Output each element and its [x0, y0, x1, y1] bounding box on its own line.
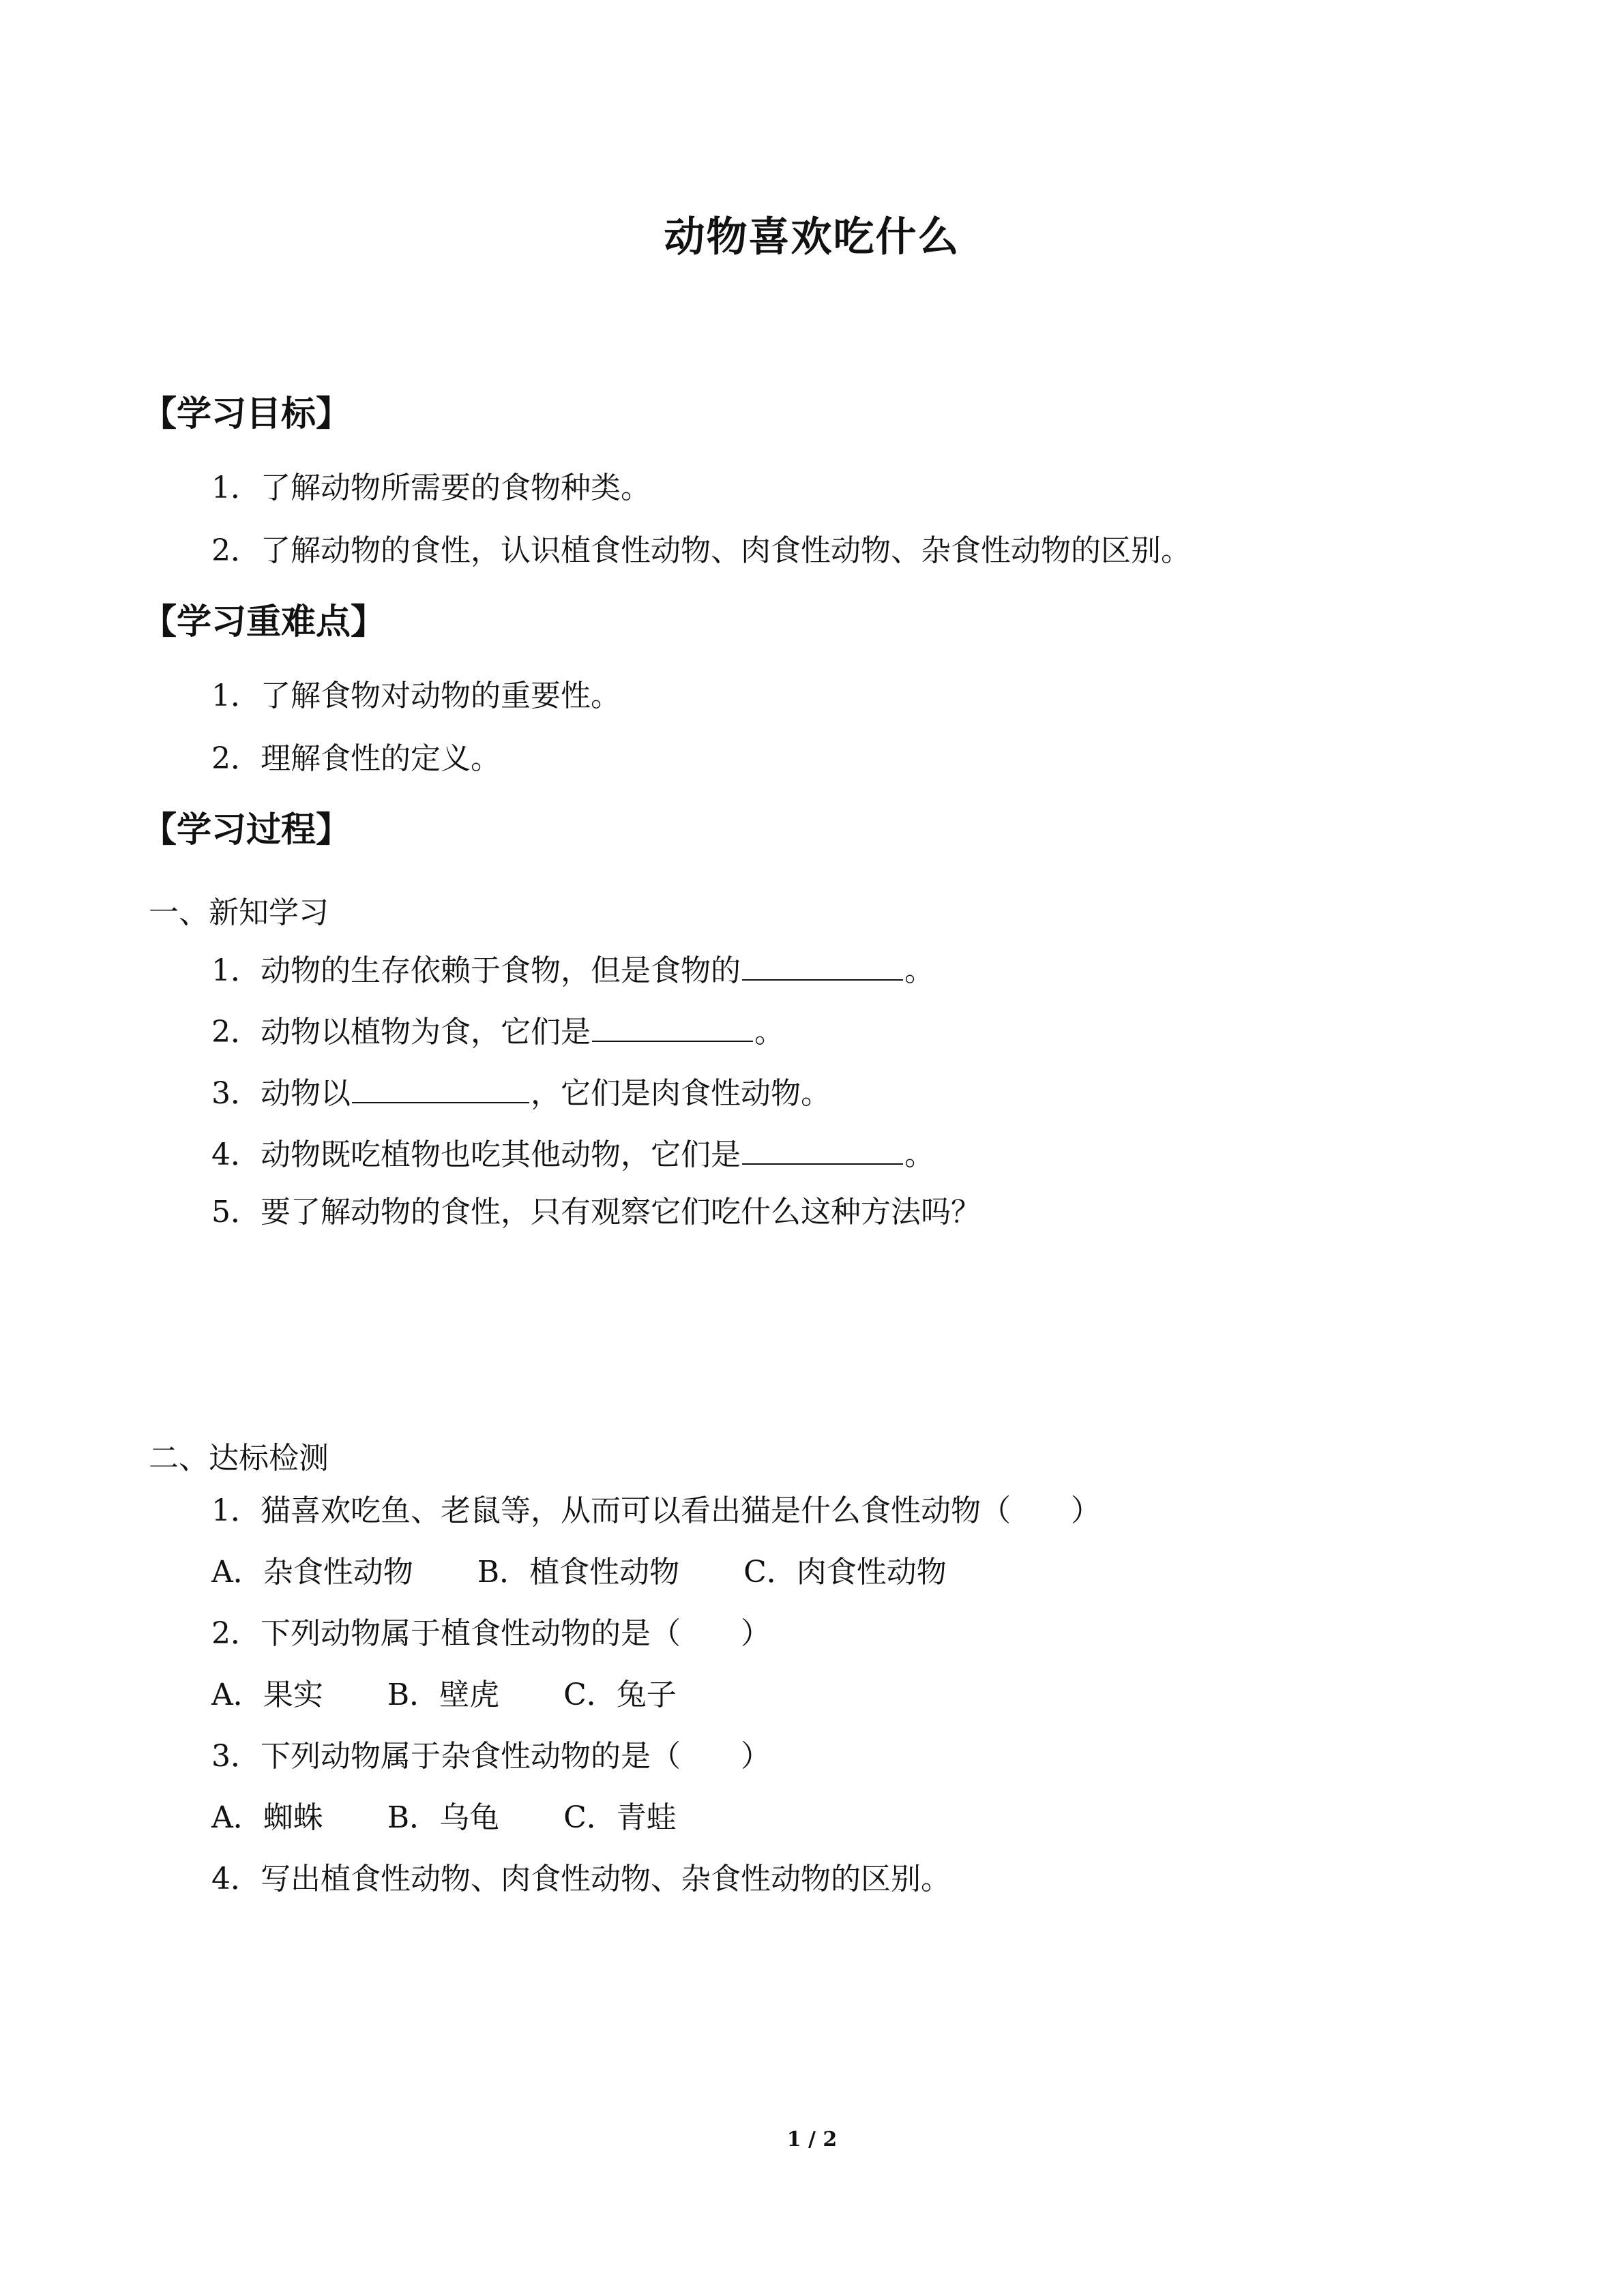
process-heading: 【学习过程】: [142, 810, 351, 850]
choice-options-3: [211, 1800, 741, 1836]
option-c[interactable]: C．兔子: [563, 1678, 677, 1712]
key-point-item: 1．了解食物对动物的重要性。: [211, 679, 621, 713]
goal-item: 2．了解动物的食性，认识植食性动物、肉食性动物、杂食性动物的区别。: [211, 533, 1191, 568]
option-b[interactable]: B．壁虎: [387, 1678, 500, 1712]
option-a[interactable]: A．杂食性动物: [211, 1555, 413, 1590]
option-c[interactable]: C．肉食性动物: [743, 1555, 947, 1590]
goal-item: 1．了解动物所需要的食物种类。: [211, 471, 651, 505]
option-b[interactable]: B．植食性动物: [477, 1555, 680, 1590]
page-title: 动物喜欢吃什么: [664, 213, 960, 261]
section-assessment-title: 二、达标检测: [149, 1441, 329, 1476]
option-a[interactable]: A．果实: [211, 1678, 323, 1712]
answer-blank[interactable]: [742, 1133, 903, 1165]
choice-question-1: 1．猫喜欢吃鱼、老鼠等，从而可以看出猫是什么食性动物（ ）: [211, 1493, 1101, 1528]
option-b[interactable]: B．乌龟: [387, 1800, 500, 1835]
answer-blank[interactable]: [592, 1011, 753, 1042]
open-question-5: 5．要了解动物的食性，只有观察它们吃什么这种方法吗？: [211, 1195, 981, 1229]
answer-blank[interactable]: [352, 1072, 529, 1103]
open-question-4: 4．写出植食性动物、肉食性动物、杂食性动物的区别。: [211, 1862, 951, 1896]
fill-question-4: 4．动物既吃植物也吃其他动物，它们是 。: [211, 1133, 934, 1174]
choice-question-2: 2．下列动物属于植食性动物的是（ ）: [211, 1616, 771, 1651]
key-points-heading: 【学习重难点】: [142, 602, 386, 642]
option-c[interactable]: C．青蛙: [563, 1800, 677, 1835]
fill-question-1: 1．动物的生存依赖于食物，但是食物的 。: [211, 949, 934, 989]
answer-blank[interactable]: [742, 949, 903, 981]
section-new-knowledge-title: 一、新知学习: [149, 895, 329, 930]
option-a[interactable]: A．蜘蛛: [211, 1800, 323, 1835]
choice-options-2: [211, 1678, 741, 1714]
goals-heading: 【学习目标】: [142, 394, 351, 434]
choice-question-3: 3．下列动物属于杂食性动物的是（ ）: [211, 1739, 771, 1774]
fill-question-3: 3．动物以 ，它们是肉食性动物。: [211, 1072, 831, 1112]
fill-question-2: 2．动物以植物为食，它们是 。: [211, 1011, 784, 1051]
page-number: 1 / 2: [786, 2128, 838, 2151]
key-point-item: 2．理解食性的定义。: [211, 741, 501, 776]
choice-options-1: [211, 1555, 1011, 1591]
